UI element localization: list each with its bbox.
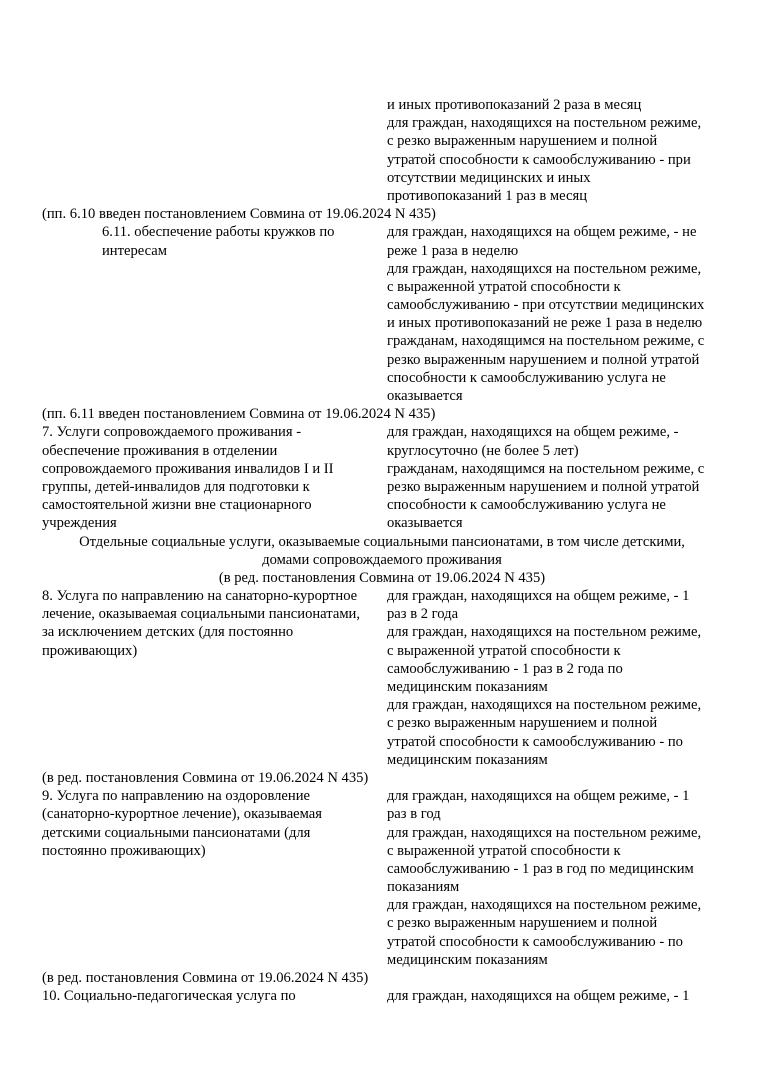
frequency-line: для граждан, находящихся на постельном режиме,: [387, 697, 702, 714]
service-name-cell: [42, 587, 361, 660]
service-name-line: учреждения: [42, 515, 117, 532]
frequency-line: с резко выраженным нарушением и полной: [387, 915, 658, 932]
frequency-line: с выраженной утратой способности к: [387, 842, 621, 859]
frequency-line: самообслуживанию - 1 раз в 2 года по: [387, 660, 623, 677]
table-row: [0, 587, 764, 769]
frequency-line: оказывается: [387, 388, 463, 404]
frequency-line: и иных противопоказаний 2 раза в месяц: [387, 97, 642, 113]
frequency-line: утратой способности к самообслуживанию - по: [387, 733, 683, 750]
frequency-line: для граждан, находящихся на постельном режиме,: [387, 624, 702, 641]
service-name-line: 6.11. обеспечение работы кружков по: [102, 224, 335, 241]
frequency-line: медицинским показаниям: [387, 951, 548, 968]
service-name-line: за исключением детских (для постоянно: [42, 624, 294, 641]
frequency-line: отсутствии медицинских и иных: [387, 169, 591, 186]
frequency-line: утратой способности к самообслуживанию - при: [387, 151, 691, 168]
table-row: [0, 987, 764, 1005]
frequency-line: раз в 2 года: [387, 606, 459, 623]
frequency-line: гражданам, находящимся на постельном режиме, с: [387, 333, 705, 350]
frequency-cell: [387, 787, 727, 969]
frequency-line: самообслуживанию - при отсутствии медицинских: [387, 297, 705, 314]
section-heading-line: (в ред. постановления Совмина от 19.06.2024 N 435): [218, 569, 546, 586]
service-name-cell: [42, 987, 358, 1005]
frequency-line: круглосуточно (не более 5 лет): [387, 442, 579, 459]
frequency-cell: [387, 423, 727, 532]
frequency-line: гражданам, находящимся на постельном режиме, с: [387, 460, 705, 477]
frequency-line: реже 1 раза в неделю: [387, 242, 519, 259]
frequency-line: медицинским показаниям: [387, 679, 548, 695]
frequency-line: и иных противопоказаний не реже 1 раза в неделю: [387, 315, 703, 332]
frequency-line: утратой способности к самообслуживанию - по: [387, 933, 683, 950]
frequency-cell: [387, 223, 727, 405]
frequency-line: для граждан, находящихся на общем режиме, - 1: [387, 988, 690, 1005]
service-name-line: группы, детей-инвалидов для подготовки к: [42, 478, 310, 495]
service-name-cell: [42, 423, 358, 532]
frequency-line: для граждан, находящихся на постельном режиме,: [387, 115, 702, 132]
frequency-line: для граждан, находящихся на постельном режиме,: [387, 260, 702, 277]
section-heading-line: домами сопровождаемого проживания: [262, 551, 502, 568]
service-name-cell: [102, 223, 358, 259]
amendment-note: (в ред. постановления Совмина от 19.06.2024 N 435): [42, 769, 369, 786]
section-heading: [0, 533, 764, 588]
frequency-line: оказывается: [387, 515, 463, 532]
service-name-line: детскими социальными пансионатами (для: [42, 824, 311, 841]
amendment-note: (пп. 6.11 введен постановлением Совмина от 19.06.2024 N 435): [42, 406, 436, 423]
frequency-line: для граждан, находящихся на общем режиме, -: [387, 424, 679, 441]
frequency-line: для граждан, находящихся на общем режиме, - 1: [387, 588, 690, 605]
service-name-line: 8. Услуга по направлению на санаторно-курортное: [42, 588, 358, 605]
service-name-line: лечение, оказываемая социальными пансионатами,: [42, 606, 361, 623]
table-row: [0, 787, 764, 969]
frequency-line: самообслуживанию - 1 раз в год по медицинским: [387, 860, 694, 877]
amendment-note: (в ред. постановления Совмина от 19.06.2024 N 435): [42, 970, 369, 986]
frequency-line: для граждан, находящихся на постельном режиме,: [387, 824, 702, 841]
frequency-line: с резко выраженным нарушением и полной: [387, 715, 658, 732]
frequency-cell: [387, 587, 727, 769]
amendment-note: (пп. 6.10 введен постановлением Совмина от 19.06.2024 N 435): [42, 206, 436, 223]
service-name-line: 9. Услуга по направлению на оздоровление: [42, 788, 311, 805]
frequency-line: резко выраженным нарушением и полной утратой: [387, 478, 700, 495]
service-name-cell: [42, 787, 358, 860]
service-name-line: обеспечение проживания в отделении: [42, 442, 278, 459]
frequency-line: с выраженной утратой способности к: [387, 642, 621, 659]
frequency-line: с резко выраженным нарушением и полной: [387, 133, 658, 150]
document-page: [0, 96, 764, 1005]
frequency-line: резко выраженным нарушением и полной утратой: [387, 351, 700, 368]
service-name-line: интересам: [102, 242, 167, 259]
frequency-line: для граждан, находящихся на постельном режиме,: [387, 897, 702, 914]
frequency-line: показаниям: [387, 879, 460, 896]
frequency-line: для граждан, находящихся на общем режиме, - 1: [387, 788, 690, 805]
table-row: [0, 223, 764, 405]
service-name-line: сопровождаемого проживания инвалидов I и II: [42, 460, 334, 477]
frequency-line: раз в год: [387, 806, 441, 823]
frequency-line: медицинским показаниям: [387, 751, 548, 768]
frequency-line: способности к самообслуживанию услуга не: [387, 497, 666, 514]
frequency-cell: [387, 96, 727, 205]
frequency-line: противопоказаний 1 раз в месяц: [387, 187, 588, 204]
table-row: [0, 423, 764, 532]
service-name-line: (санаторно-курортное лечение), оказываемая: [42, 806, 322, 823]
section-heading-line: Отдельные социальные услуги, оказываемые социальными пансионатами, в том числе детскими,: [79, 533, 685, 550]
frequency-cell: [387, 987, 727, 1005]
service-name-line: 10. Социально-педагогическая услуга по: [42, 988, 296, 1005]
service-name-line: проживающих): [42, 642, 138, 659]
frequency-line: с выраженной утратой способности к: [387, 278, 621, 295]
frequency-line: для граждан, находящихся на общем режиме, - не: [387, 224, 697, 241]
frequency-line: способности к самообслуживанию услуга не: [387, 369, 666, 386]
service-name-line: постоянно проживающих): [42, 842, 206, 859]
table-row: [0, 96, 764, 205]
service-name-line: 7. Услуги сопровождаемого проживания -: [42, 424, 302, 441]
service-name-line: самостоятельной жизни вне стационарного: [42, 497, 312, 514]
